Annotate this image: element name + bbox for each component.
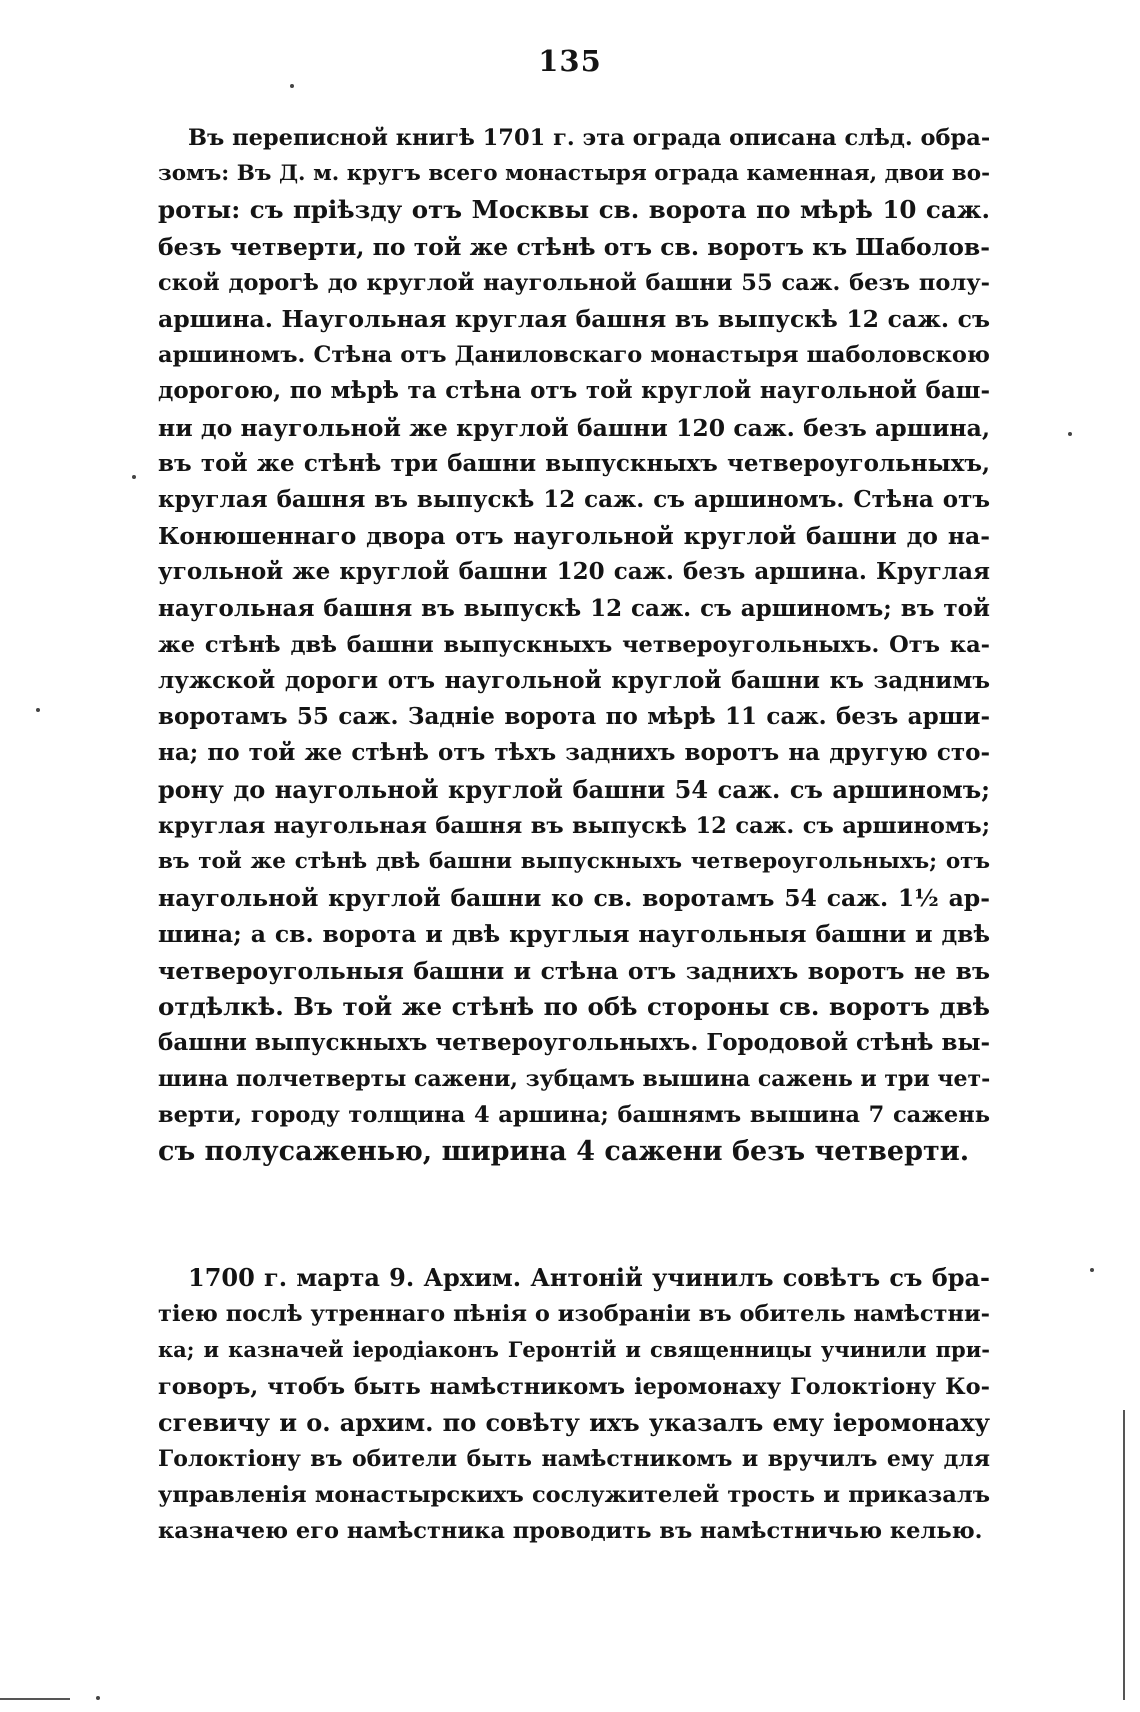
paragraph-line: дорогою, по мѣрѣ та стѣна отъ той круглой наугольной баш- <box>158 377 990 405</box>
paragraph-line: Голоктіону въ обители быть намѣстникомъ и вручилъ ему для <box>158 1446 990 1473</box>
paragraph-line: Въ переписной книгѣ 1701 г. эта ограда описана слѣд. обра- <box>188 125 991 151</box>
paragraph-line: на; по той же стѣнѣ отъ тѣхъ заднихъ воротъ на другую сто- <box>158 739 990 767</box>
paragraph-line: ни до наугольной же круглой башни 120 саж. безъ аршина, <box>158 413 990 442</box>
paragraph-line: круглая наугольная башня въ выпускѣ 12 саж. съ аршиномъ; <box>158 812 990 839</box>
paragraph-line: лужской дороги отъ наугольной круглой башни къ заднимъ <box>158 667 990 695</box>
scan-speck <box>1068 432 1072 436</box>
paragraph-line: наугольной круглой башни ко св. воротамъ 54 саж. 1½ ар- <box>158 884 990 913</box>
paragraph-line: тіею послѣ утреннаго пѣнія о изобраніи въ обитель намѣстни- <box>158 1301 990 1328</box>
paragraph-line: шина полчетверты сажени, зубцамъ вышина сажень и три чет- <box>158 1066 991 1093</box>
paragraph-line: наугольная башня въ выпускѣ 12 саж. съ аршиномъ; въ той <box>158 594 990 622</box>
scan-speck <box>132 475 136 479</box>
paragraph-line: аршина. Наугольная круглая башня въ выпускѣ 12 саж. съ <box>158 305 990 334</box>
paragraph-line: зомъ: Въ Д. м. кругъ всего монастыря ограда каменная, двои во- <box>158 161 990 187</box>
paragraph-line: воротамъ 55 саж. Задніе ворота по мѣрѣ 11 саж. безъ арши- <box>158 703 990 731</box>
scan-speck <box>96 1696 100 1700</box>
paragraph-line: четвероугольныя башни и стѣна отъ заднихъ воротъ не въ <box>158 956 990 985</box>
paragraph-line: рону до наугольной круглой башни 54 саж. съ аршиномъ; <box>158 774 990 804</box>
paragraph-line: аршиномъ. Стѣна отъ Даниловскаго монастыря шаболовскою <box>158 342 990 369</box>
paragraph-line: безъ четверти, по той же стѣнѣ отъ св. воротъ къ Шаболов- <box>158 232 990 261</box>
paragraph-line: казначею его намѣстника проводить въ намѣстничью келью. <box>158 1518 983 1545</box>
paragraph-line: сгевичу и о. архим. по совѣту ихъ указалъ ему іеромонаху <box>158 1407 990 1437</box>
paragraph-line: управленія монастырскихъ сослужителей трость и приказалъ <box>158 1482 990 1509</box>
scan-speck <box>36 708 40 712</box>
paragraph-line: отдѣлкѣ. Въ той же стѣнѣ по обѣ стороны св. воротъ двѣ <box>158 991 990 1021</box>
page-number: 135 <box>538 44 602 78</box>
paragraph-line: ской дорогѣ до круглой наугольной башни 55 саж. безъ полу- <box>158 269 990 296</box>
paragraph-line: шина; а св. ворота и двѣ круглыя наугольныя башни и двѣ <box>158 920 990 949</box>
paragraph-line: съ полусаженью, ширина 4 сажени безъ четверти. <box>158 1135 970 1167</box>
scan-edge-dash <box>0 1698 70 1700</box>
scan-edge-rule <box>1123 1410 1125 1700</box>
paragraph-2 <box>158 1260 990 1550</box>
paragraph-line: говоръ, чтобъ быть намѣстникомъ іеромонаху Голоктіону Ко- <box>158 1373 990 1400</box>
paragraph-1 <box>158 120 990 1170</box>
scan-speck <box>1090 1268 1094 1272</box>
paragraph-line: въ той же стѣнѣ двѣ башни выпускныхъ четвероугольныхъ; отъ <box>158 849 990 875</box>
paragraph-line: верти, городу толщина 4 аршина; башнямъ вышина 7 сажень <box>158 1102 990 1129</box>
paragraph-line: круглая башня въ выпускѣ 12 саж. съ аршиномъ. Стѣна отъ <box>158 486 990 514</box>
paragraph-line: 1700 г. марта 9. Архим. Антоній учинилъ совѣтъ съ бра- <box>188 1263 990 1292</box>
paragraph-line: ка; и казначей іеродіаконъ Геронтій и священницы учинили при- <box>158 1337 990 1363</box>
paragraph-line: Конюшеннаго двора отъ наугольной круглой башни до на- <box>158 522 990 551</box>
paragraph-line: угольной же круглой башни 120 саж. безъ аршина. Круглая <box>158 558 990 586</box>
scan-speck <box>290 84 294 88</box>
paragraph-line: роты: съ пріѣзду отъ Москвы св. ворота по мѣрѣ 10 саж. <box>158 195 990 225</box>
paragraph-line: же стѣнѣ двѣ башни выпускныхъ четвероугольныхъ. Отъ ка- <box>158 631 990 658</box>
paragraph-line: башни выпускныхъ четвероугольныхъ. Городовой стѣнѣ вы- <box>158 1029 991 1057</box>
paragraph-line: въ той же стѣнѣ три башни выпускныхъ четвероугольныхъ, <box>158 449 990 477</box>
